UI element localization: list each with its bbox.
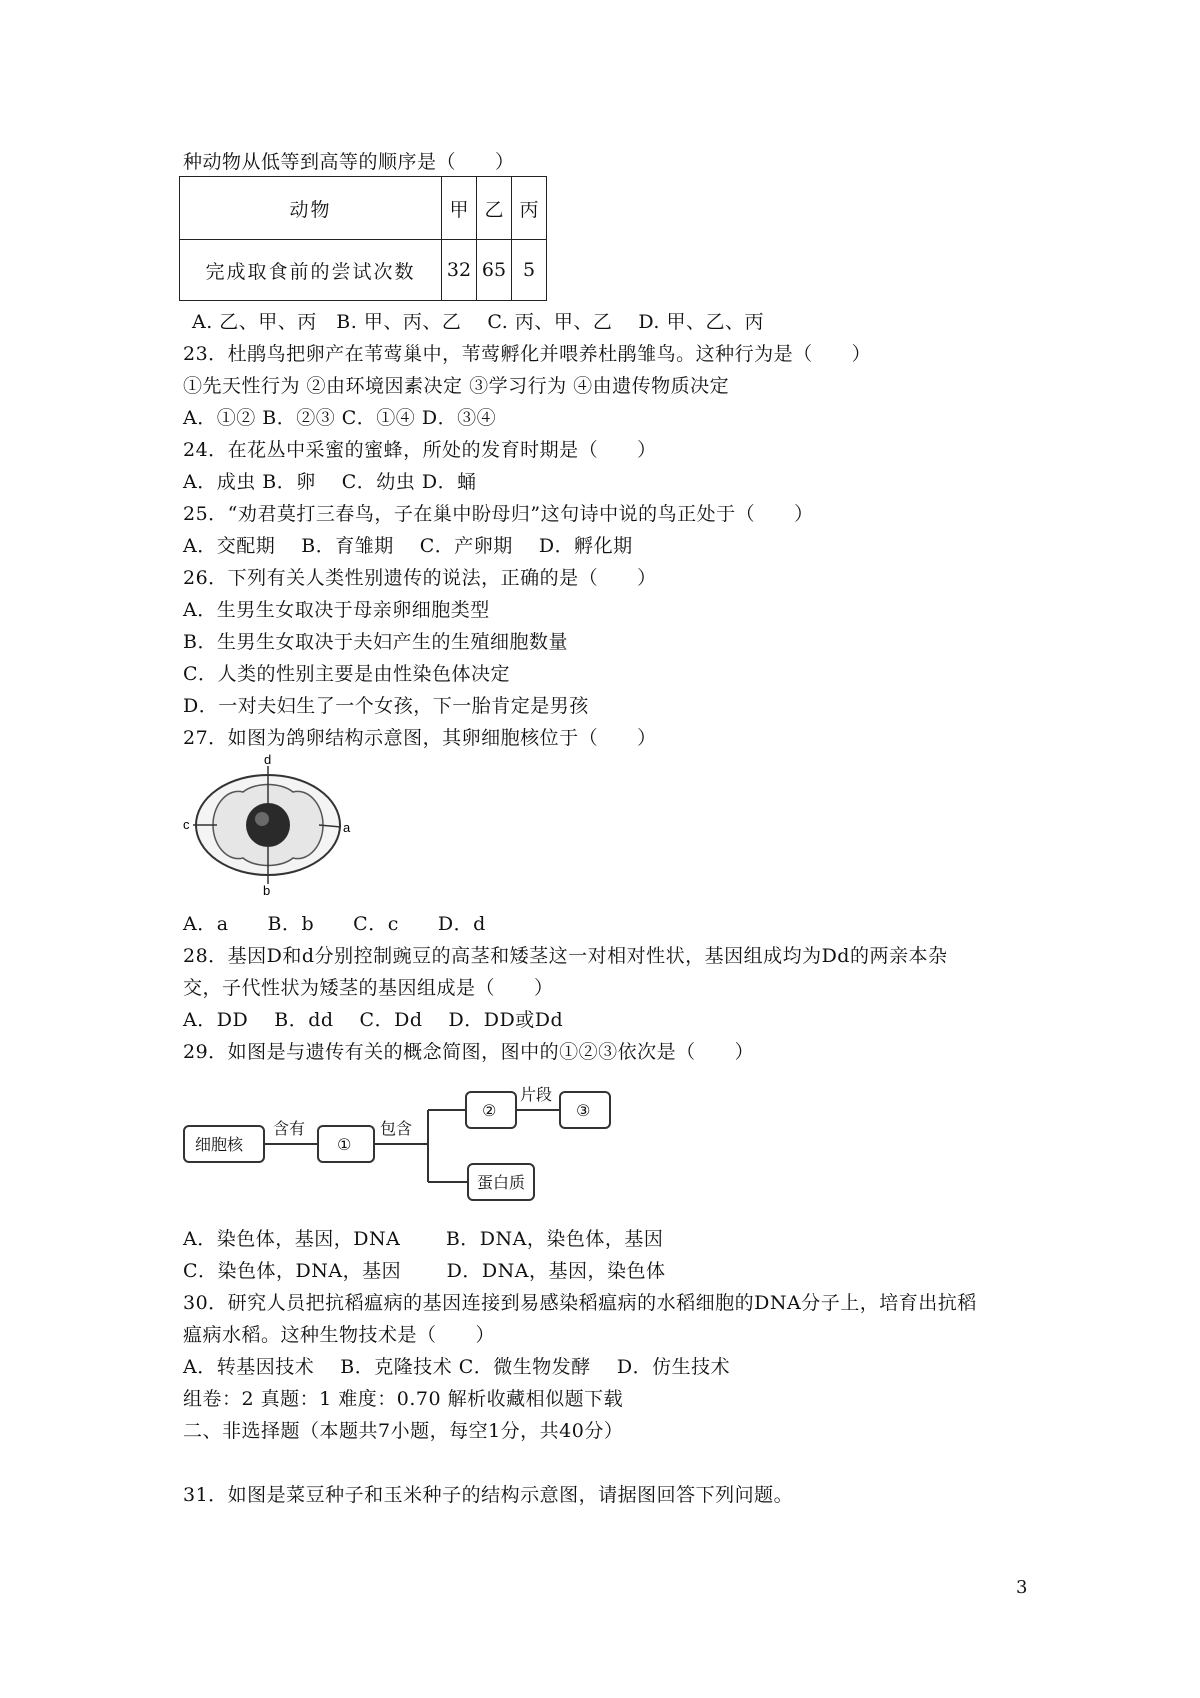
label-a: a <box>343 820 351 835</box>
question-23-options: A．①② B．②③ C．①④ D．③④ <box>183 407 497 429</box>
edge-fragment-text: 片段 <box>520 1085 553 1104</box>
question-25-options: A．交配期 B．育雏期 C．产卵期 D．孵化期 <box>183 535 633 557</box>
table-header-bing: 丙 <box>512 177 547 240</box>
label-c: c <box>183 817 190 832</box>
question-29-stem: 29．如图是与遗传有关的概念简图，图中的①②③依次是（ ） <box>183 1041 755 1063</box>
node-2-text: ② <box>482 1101 497 1120</box>
question-26-option-a: A．生男生女取决于母亲卵细胞类型 <box>183 599 490 621</box>
question-27-options: A．a B．b C．c D．d <box>183 913 486 935</box>
edge-contains-text: 含有 <box>273 1119 306 1138</box>
animal-trials-table <box>179 176 547 301</box>
table-cell-bing: 5 <box>512 240 547 301</box>
question-30-options: A．转基因技术 B．克隆技术 C．微生物发酵 D．仿生技术 <box>183 1356 731 1378</box>
table-header-jia: 甲 <box>442 177 477 240</box>
table-header-yi: 乙 <box>477 177 512 240</box>
question-29-options-line2: C．染色体，DNA，基因 D．DNA，基因，染色体 <box>183 1260 666 1282</box>
question-26-option-d: D．一对夫妇生了一个女孩，下一胎肯定是男孩 <box>183 695 589 717</box>
node-1-text: ① <box>337 1135 352 1154</box>
question-24-options: A．成虫 B．卵 C．幼虫 D．蛹 <box>183 471 477 493</box>
node-protein-text: 蛋白质 <box>477 1173 526 1192</box>
pigeon-egg-diagram <box>183 752 353 897</box>
label-d: d <box>264 752 272 767</box>
question-22-stem-continuation: 种动物从低等到高等的顺序是（ ） <box>183 151 515 173</box>
egg-yolk <box>246 803 290 847</box>
section-2-heading: 二、非选择题（本题共7小题，每空1分，共40分） <box>183 1420 624 1442</box>
yolk-highlight <box>255 812 269 826</box>
question-26-option-c: C．人类的性别主要是由性染色体决定 <box>183 663 511 685</box>
table-data-row <box>180 240 547 301</box>
question-27-stem: 27．如图为鸽卵结构示意图，其卵细胞核位于（ ） <box>183 727 657 749</box>
question-28-stem-line2: 交，子代性状为矮茎的基因组成是（ ） <box>183 977 554 999</box>
label-b: b <box>263 883 271 897</box>
question-23-items: ①先天性行为 ②由环境因素决定 ③学习行为 ④由遗传物质决定 <box>183 375 730 397</box>
table-header-animal: 动物 <box>180 177 442 240</box>
question-22-options: A. 乙、甲、丙 B. 甲、丙、乙 C. 丙、甲、乙 D. 甲、乙、丙 <box>192 311 764 333</box>
question-25-stem: 25．“劝君莫打三春鸟，子在巢中盼母归”这句诗中说的鸟正处于（ ） <box>183 503 814 525</box>
node-cell-nucleus-text: 细胞核 <box>195 1135 244 1154</box>
question-29-options-line1: A．染色体，基因，DNA B．DNA，染色体，基因 <box>183 1228 664 1250</box>
edge-include-text: 包含 <box>380 1119 413 1138</box>
question-23-stem: 23．杜鹃鸟把卵产在苇莺巢中，苇莺孵化并喂养杜鹃雏鸟。这种行为是（ ） <box>183 343 872 365</box>
question-meta-line: 组卷：2 真题：1 难度：0.70 解析收藏相似题下载 <box>183 1388 624 1410</box>
question-28-options: A．DD B．dd C．Dd D．DD或Dd <box>183 1009 564 1031</box>
question-26-stem: 26．下列有关人类性别遗传的说法，正确的是（ ） <box>183 567 657 589</box>
question-28-stem-line1: 28．基因D和d分别控制豌豆的高茎和矮茎这一对相对性状，基因组成均为Dd的两亲本杂 <box>183 945 948 967</box>
table-cell-yi: 65 <box>477 240 512 301</box>
table-cell-jia: 32 <box>442 240 477 301</box>
table-row-label: 完成取食前的尝试次数 <box>180 240 442 301</box>
page-number: 3 <box>1016 1577 1028 1598</box>
question-31-stem: 31．如图是菜豆种子和玉米种子的结构示意图，请据图回答下列问题。 <box>183 1484 794 1506</box>
genetics-concept-diagram <box>180 1078 620 1208</box>
node-3-text: ③ <box>576 1101 591 1120</box>
table-header-row <box>180 177 547 240</box>
question-30-stem-line2: 瘟病水稻。这种生物技术是（ ） <box>183 1324 496 1346</box>
question-24-stem: 24．在花丛中采蜜的蜜蜂，所处的发育时期是（ ） <box>183 439 657 461</box>
question-30-stem-line1: 30．研究人员把抗稻瘟病的基因连接到易感染稻瘟病的水稻细胞的DNA分子上，培育出抗稻 <box>183 1292 977 1314</box>
question-26-option-b: B．生男生女取决于夫妇产生的生殖细胞数量 <box>183 631 568 653</box>
